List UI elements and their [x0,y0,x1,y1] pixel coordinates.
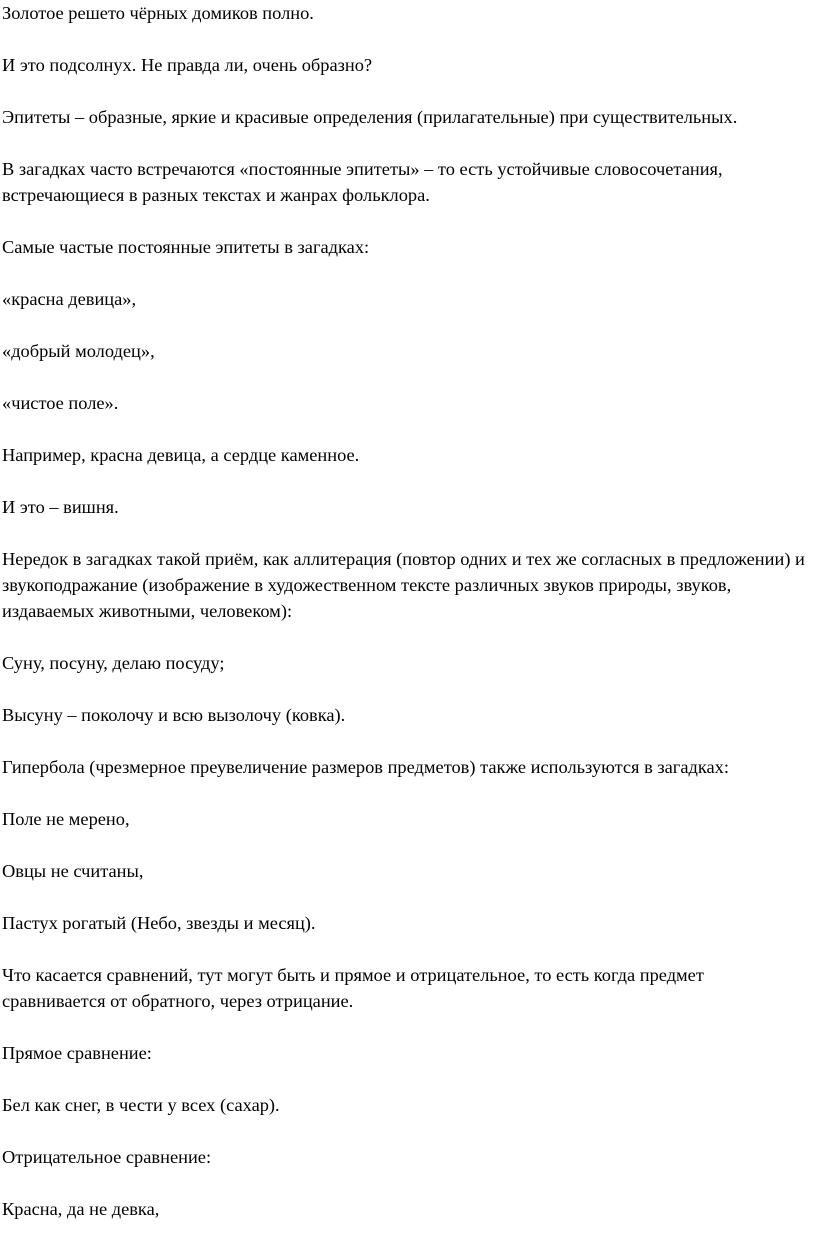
paragraph-3: Эпитеты – образные, яркие и красивые определения (прилагательные) при существительных. [2,107,738,127]
paragraph-18: Что касается сравнений, тут могут быть и прямое и отрицательное, то есть когда предмет сравнивается от обратного, через отрицание. [2,965,704,1011]
paragraph-gap [2,416,806,442]
paragraph-19: Прямое сравнение: [2,1043,152,1063]
paragraph-gap [2,130,806,156]
paragraph-2: И это подсолнух. Не правда ли, очень образно? [2,55,373,75]
paragraph-7: «добрый молодец», [2,341,155,361]
paragraph-9: Например, красна девица, а сердце каменное. [2,445,360,465]
paragraph-6: «красна девица», [2,289,137,309]
paragraph-15: Поле не мерено, [2,809,130,829]
paragraph-20: Бел как снег, в чести у всех (сахар). [2,1095,280,1115]
paragraph-gap [2,1066,806,1092]
paragraph-21: Отрицательное сравнение: [2,1147,212,1167]
paragraph-gap [2,728,806,754]
paragraph-gap [2,936,806,962]
paragraph-5: Самые частые постоянные эпитеты в загадках: [2,237,370,257]
paragraph-16: Овцы не считаны, [2,861,144,881]
paragraph-gap [2,884,806,910]
paragraph-1: Золотое решето чёрных домиков полно. [2,3,314,23]
paragraph-gap [2,260,806,286]
paragraph-gap [2,364,806,390]
paragraph-gap [2,1014,806,1040]
paragraph-17: Пастух рогатый (Небо, звезды и месяц). [2,913,316,933]
paragraph-gap [2,624,806,650]
paragraph-gap [2,1118,806,1144]
paragraph-gap [2,78,806,104]
paragraph-gap [2,520,806,546]
paragraph-14: Гипербола (чрезмерное преувеличение размеров предметов) также используются в загадках: [2,757,729,777]
paragraph-13: Высуну – поколочу и всю вызолочу (ковка). [2,705,346,725]
paragraph-gap [2,1170,806,1196]
paragraph-gap [2,780,806,806]
paragraph-gap [2,26,806,52]
paragraph-gap [2,676,806,702]
paragraph-11: Нередок в загадках такой приём, как аллитерация (повтор одних и тех же согласных в предложении) и звукоподражание (изображение в художественном тексте различных звуков природы, звуков, издаваемых животными, человеком): [2,549,805,621]
paragraph-4: В загадках часто встречаются «постоянные эпитеты» – то есть устойчивые словосочетания, встречающиеся в разных текстах и жанрах фольклора. [2,159,723,205]
paragraph-22: Красна, да не девка, [2,1199,160,1219]
paragraph-12: Суну, посуну, делаю посуду; [2,653,225,673]
paragraph-gap [2,312,806,338]
paragraph-10: И это – вишня. [2,497,119,517]
paragraph-gap [2,832,806,858]
paragraph-8: «чистое поле». [2,393,119,413]
paragraph-gap [2,468,806,494]
paragraph-gap [2,208,806,234]
